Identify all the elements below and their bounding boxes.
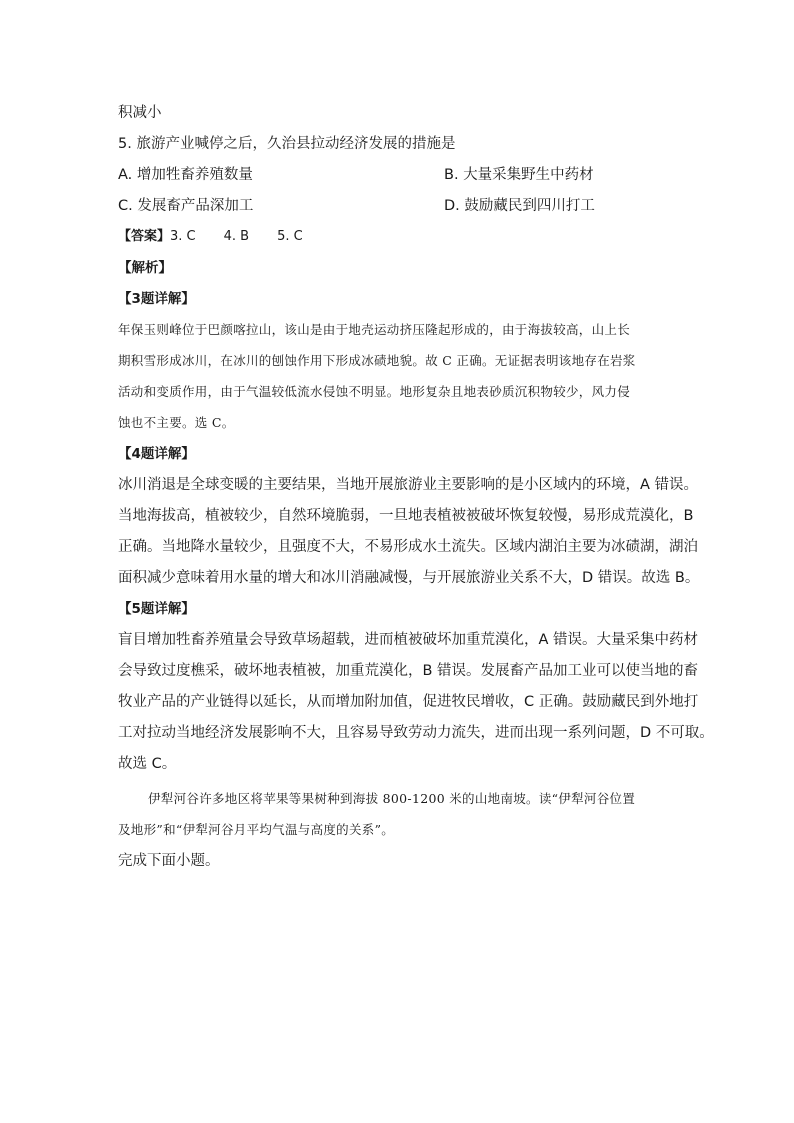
- analysis-heading: 【解析】: [118, 260, 172, 276]
- q3-paragraph-line: 期积雪形成冰川，在冰川的刨蚀作用下形成冰碛地貌。故 C 正确。无证据表明该地存在岩浆: [118, 353, 636, 368]
- option-c: C. 发展畜产品深加工: [118, 198, 254, 214]
- option-d: D. 鼓励藏民到四川打工: [444, 198, 595, 214]
- q4-paragraph-line: 冰川消退是全球变暖的主要结果，当地开展旅游业主要影响的是小区域内的环境，A 错误。: [118, 477, 699, 493]
- q3-paragraph-line: 年保玉则峰位于巴颜喀拉山，该山是由于地壳运动挤压隆起形成的，由于海拔较高，山上长: [118, 322, 631, 337]
- q3-paragraph-line: 蚀也不主要。选 C。: [118, 415, 235, 430]
- question-5: 5. 旅游产业喊停之后，久治县拉动经济发展的措施是: [118, 136, 456, 152]
- q5-detail-heading: 【5题详解】: [118, 601, 195, 617]
- q4-paragraph-line: 正确。当地降水量较少，且强度不大，不易形成水土流失。区域内湖泊主要为冰碛湖，湖泊: [118, 539, 698, 555]
- q3-paragraph-line: 活动和变质作用，由于气温较低流水侵蚀不明显。地形复杂且地表砂质沉积物较少，风力侵: [118, 384, 631, 399]
- option-a: A. 增加牲畜养殖数量: [118, 167, 253, 183]
- q5-paragraph-line: 牧业产品的产业链得以延长，从而增加附加值，促进牧民增收，C 正确。鼓励藏民到外地打: [118, 694, 699, 710]
- q4-detail-heading: 【4题详解】: [118, 446, 195, 462]
- q5-paragraph-line: 会导致过度樵采，破坏地表植被，加重荒漠化，B 错误。发展畜产品加工业可以使当地的畜: [118, 663, 699, 679]
- answer-3: 3. C: [170, 229, 196, 244]
- q3-detail-heading: 【3题详解】: [118, 291, 195, 307]
- q5-paragraph-line: 工对拉动当地经济发展影响不大，且容易导致劳动力流失，进而出现一系列问题，D 不可取。: [118, 725, 714, 741]
- text-line: 积减小: [118, 105, 162, 121]
- answer-5: 5. C: [277, 229, 303, 244]
- q4-paragraph-line: 当地海拔高，植被较少，自然环境脆弱，一旦地表植被被破坏恢复较慢，易形成荒漠化，B: [118, 508, 694, 524]
- q4-paragraph-line: 面积减少意味着用水量的增大和冰川消融减慢，与开展旅游业关系不大，D 错误。故选 B。: [118, 570, 700, 586]
- option-b: B. 大量采集野生中药材: [444, 167, 594, 183]
- intro-paragraph-line: 伊犁河谷许多地区将苹果等果树种到海拔 800-1200 米的山地南坡。读“伊犁河谷位置: [148, 791, 636, 806]
- task-instruction: 完成下面小题。: [118, 853, 220, 869]
- intro-paragraph-line: 及地形”和“伊犁河谷月平均气温与高度的关系”。: [118, 822, 395, 837]
- q5-paragraph-line: 故选 C。: [118, 756, 177, 772]
- q5-paragraph-line: 盲目增加牲畜养殖量会导致草场超载，进而植被破坏加重荒漠化，A 错误。大量采集中药材: [118, 632, 699, 648]
- answer-4: 4. B: [223, 229, 250, 244]
- answer-line: [118, 227, 303, 247]
- answer-label: 【答案】: [118, 229, 171, 244]
